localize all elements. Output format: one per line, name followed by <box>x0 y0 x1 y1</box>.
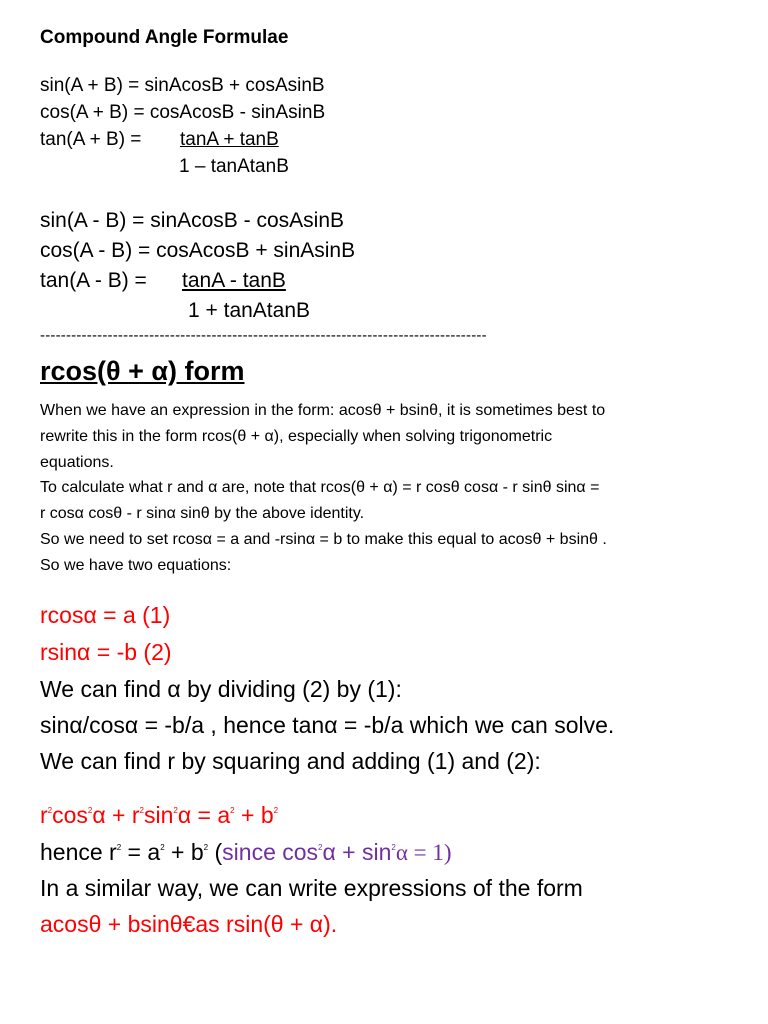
explanation-line: We can find r by squaring and adding (1) and (2): <box>40 748 541 774</box>
identity-part: α + sin <box>322 839 392 865</box>
eq-part: = a <box>121 839 161 865</box>
identity-part: since cos <box>222 839 319 865</box>
similar-line: In a similar way, we can write expressions of the form <box>40 875 583 901</box>
identity-part: α = 1) <box>395 840 452 865</box>
hence-line <box>40 834 452 871</box>
superscript: 2 <box>391 843 396 852</box>
superscript: 2 <box>230 806 235 815</box>
eq-part: cos <box>52 802 88 828</box>
eq-part: r <box>40 802 48 828</box>
explanation-line: We can find α by dividing (2) by (1): <box>40 676 402 702</box>
eq-part: + b <box>164 839 204 865</box>
superscript: 2 <box>139 806 144 815</box>
tan-diff-denominator: 1 + tanAtanB <box>188 299 311 322</box>
paragraph-line: When we have an expression in the form: acosθ + bsinθ, it is sometimes best to <box>40 402 606 419</box>
section-heading: rcos(θ + α) form <box>40 356 245 386</box>
equation-2: rsinα = -b (2) <box>40 639 172 665</box>
cos-sum-formula: cos(A + B) = cosAcosB - sinAsinB <box>40 102 326 123</box>
tan-sum-numerator: tanA + tanB <box>180 129 279 150</box>
squared-equation <box>40 797 278 833</box>
eq-part: + b <box>234 802 274 828</box>
sin-sum-formula: sin(A + B) = sinAcosB + cosAsinB <box>40 75 325 96</box>
separator-line: -------------------------------------------------------------------------------------- <box>40 327 487 344</box>
equation-1: rcosα = a (1) <box>40 602 171 628</box>
superscript: 2 <box>318 843 323 852</box>
eq-part: ( <box>208 839 223 865</box>
paragraph-line: r cosα cosθ - r sinα sinθ by the above identity. <box>40 505 365 523</box>
superscript: 2 <box>87 806 93 815</box>
eq-part: sin <box>144 802 174 828</box>
eq-part: α + r <box>92 802 140 828</box>
explanation-line: sinα/cosα = -b/a , hence tanα = -b/a which we can solve. <box>40 712 615 738</box>
tan-sum-denominator: 1 – tanAtanB <box>179 156 289 177</box>
tan-diff-lhs: tan(A - B) = <box>40 269 147 292</box>
superscript: 2 <box>116 843 122 852</box>
paragraph-line: So we need to set rcosα = a and -rsinα = b to make this equal to acosθ + bsinθ . <box>40 530 607 548</box>
paragraph-line: rewrite this in the form rcos(θ + α), especially when solving trigonometric <box>40 427 553 445</box>
superscript: 2 <box>47 806 53 815</box>
sin-diff-formula: sin(A - B) = sinAcosB - cosAsinB <box>40 209 345 232</box>
explanation-paragraph <box>40 398 607 579</box>
superscript: 2 <box>173 806 178 815</box>
final-expression: acosθ + bsinθ€as rsin(θ + α). <box>40 911 338 937</box>
paragraph-line: equations. <box>40 453 114 471</box>
paragraph-line: To calculate what r and α are, note that rcos(θ + α) = r cosθ cosα - r sinθ sinα = <box>40 479 600 497</box>
eq-part: hence r <box>40 839 117 865</box>
paragraph-line: So we have two equations: <box>40 556 232 574</box>
tan-sum-lhs: tan(A + B) = <box>40 129 142 150</box>
eq-part: α = a <box>177 802 231 828</box>
superscript: 2 <box>160 843 165 852</box>
page-title: Compound Angle Formulae <box>40 27 289 48</box>
tan-diff-numerator: tanA - tanB <box>182 269 286 292</box>
superscript: 2 <box>203 843 209 852</box>
cos-diff-formula: cos(A - B) = cosAcosB + sinAsinB <box>40 239 356 262</box>
superscript: 2 <box>273 806 279 815</box>
